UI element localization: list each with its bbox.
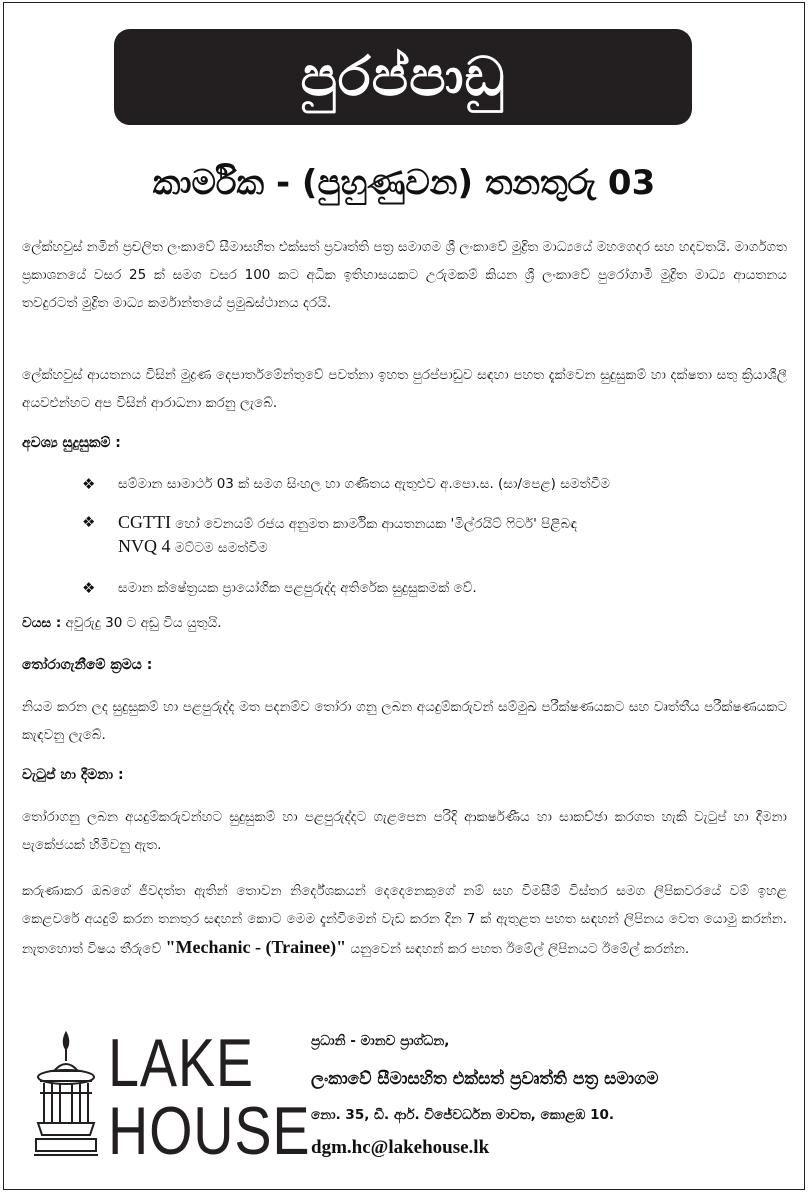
contact-email-link[interactable]: dgm.hc@lakehouse.lk — [311, 1137, 490, 1158]
contact-address: නො. 35, ඩී. ආර්. විජේවර්ධන මාවත, කොළඹ 10. — [311, 1107, 615, 1123]
qualification-text-2: මට්ටම සමත්වීම — [170, 540, 268, 556]
age-requirement — [22, 615, 222, 631]
selection-heading: තෝරාගැනීමේ ක්‍රමය : — [22, 657, 153, 673]
contact-title: ප්‍රධානි - මානව ප්‍රාග්ධන, — [311, 1033, 450, 1049]
contact-company: ලංකාවේ සීමාසහිත එක්සත් ප්‍රවෘත්ති පත්‍ර සමාගම — [311, 1069, 659, 1089]
qualification-text: සමාන ක්ෂේත්‍රයක ප්‍රායෝගික පළපුරුද්ද අතිරේක සුදුසුකමක් වේ. — [118, 580, 477, 596]
apply-tail: යනුවෙන් සඳහන් කර පහත ඊමේල් ලිපිනයට ඊමේල් කරන්න. — [346, 941, 690, 957]
age-text: අවුරුදු 30 ට අඩු විය යුතුයි. — [61, 615, 222, 631]
diamond-bullet-icon: ❖ — [82, 579, 96, 597]
vacancies-banner — [114, 29, 692, 125]
qualification-prefix-2: NVQ 4 — [118, 536, 171, 556]
list-item — [82, 511, 787, 559]
qualification-prefix: CGTTI — [118, 512, 171, 532]
lake-house-building-icon — [34, 1031, 98, 1157]
qualification-text: හෝ වෙනයම් රජය අනුමත කාර්මික ආයතනයක 'මිල්රයිට් ෆිටර්' පිළිබඳ — [171, 516, 578, 532]
job-advertisement — [3, 2, 805, 1190]
banner-title: පුරප්පාඩු — [300, 45, 506, 108]
intro-paragraph-2: ලේක්හවුස් ආයතනය විසින් මුද්‍රණ දෙපාර්තමේන්තුවේ පවත්නා ඉහත පුරප්පාඩුව සඳහා පහත දැක්වෙන සුදුසුකම් හා දක්ෂතා සතු ක්‍රියාශීලී අයවළුන්හට අප විසින් ආරාධනා කරනු ලැබේ. — [22, 367, 787, 411]
apply-text: කරුණාකර ඔබගේ ජීවදත්ත ඇතින් තොවන නිර්දේශකයන් දෙදෙනෙකුගේ නම් සහ විමසීම් විස්තර සමග ලිපිකවරයේ වම් ඉහළ කෙළවරේ අයදුම් කරන තනතුර සඳහන් කොට මෙම දැන්වීමෙන් වැඩ කරන දින 7 ක් ඇතුළත පහත සඳහන් ලිපිනය වෙත යොමු කරන්න. නැතහොත් විෂය තීරුවේ — [22, 883, 787, 957]
diamond-bullet-icon: ❖ — [82, 513, 96, 531]
position-title: කාර්මික - (පුහුණුවන) තනතුරු 03 — [152, 163, 656, 203]
apply-paragraph — [22, 877, 787, 963]
diamond-bullet-icon: ❖ — [82, 475, 96, 493]
logo-text-house: HOUSE — [108, 1093, 311, 1169]
salary-paragraph: තෝරාගනු ලබන අයදුම්කරුවන්හට සුදුසුකම් හා පළපුරුද්දට ගැළපෙන පරිදි ආකර්ෂණීය හා සාකච්ඡා කරගත හැකි වැටුප් හා දීමනා පැකේජයක් හිමිවනු ඇත. — [22, 809, 787, 853]
logo-text-lake: LAKE — [108, 1025, 254, 1101]
email-subject: "Mechanic - (Trainee)" — [165, 937, 347, 957]
qualification-text: සම්මාන සාමාර්ථ 03 ක් සමග සිංහල හා ගණිතය ඇතුළුව අ.පො.ස. (සා/පෙළ) සමත්වීම — [118, 476, 610, 492]
list-item — [82, 577, 787, 599]
qualifications-heading: අවශ්‍ය සුදුසුකම් : — [22, 435, 121, 451]
age-label: වයස : — [22, 615, 62, 631]
intro-paragraph-1: ලේක්හවුස් නමින් ප්‍රචලිත ලංකාවේ සීමාසහිත එක්සත් ප්‍රවෘත්ති පත්‍ර සමාගම ශ්‍රී ලංකාවේ මුද්‍රිත මාධ්‍යයේ මහගෙදර සහ හදවතයි. මාර්ගගත ප්‍රකාශනයේ වසර 25 ක් සමග වසර 100 කට අධික ඉතිහාසයකට උරුමකම් කියන ශ්‍රී ලංකාවේ පුරෝගාමී මුද්‍රිත මාධ්‍ය ආයතනය තවදුරටත් මුද්‍රිත මාධ්‍ය කර්මාන්තයේ ප්‍රමුඛස්ථානය දරයි. — [22, 239, 787, 311]
salary-heading: වැටුප් හා දීමනා : — [22, 767, 124, 783]
selection-paragraph: නියම කරන ලද සුදුසුකම් හා පළපුරුද්ද මත පදනම්ව තෝරා ගනු ලබන අයදුම්කරුවන් සම්මුඛ පරීක්ෂණයකට සහ වෘත්තීය පරීක්ෂණයකට කැඳවනු ලැබේ. — [22, 699, 787, 743]
list-item — [82, 473, 787, 495]
